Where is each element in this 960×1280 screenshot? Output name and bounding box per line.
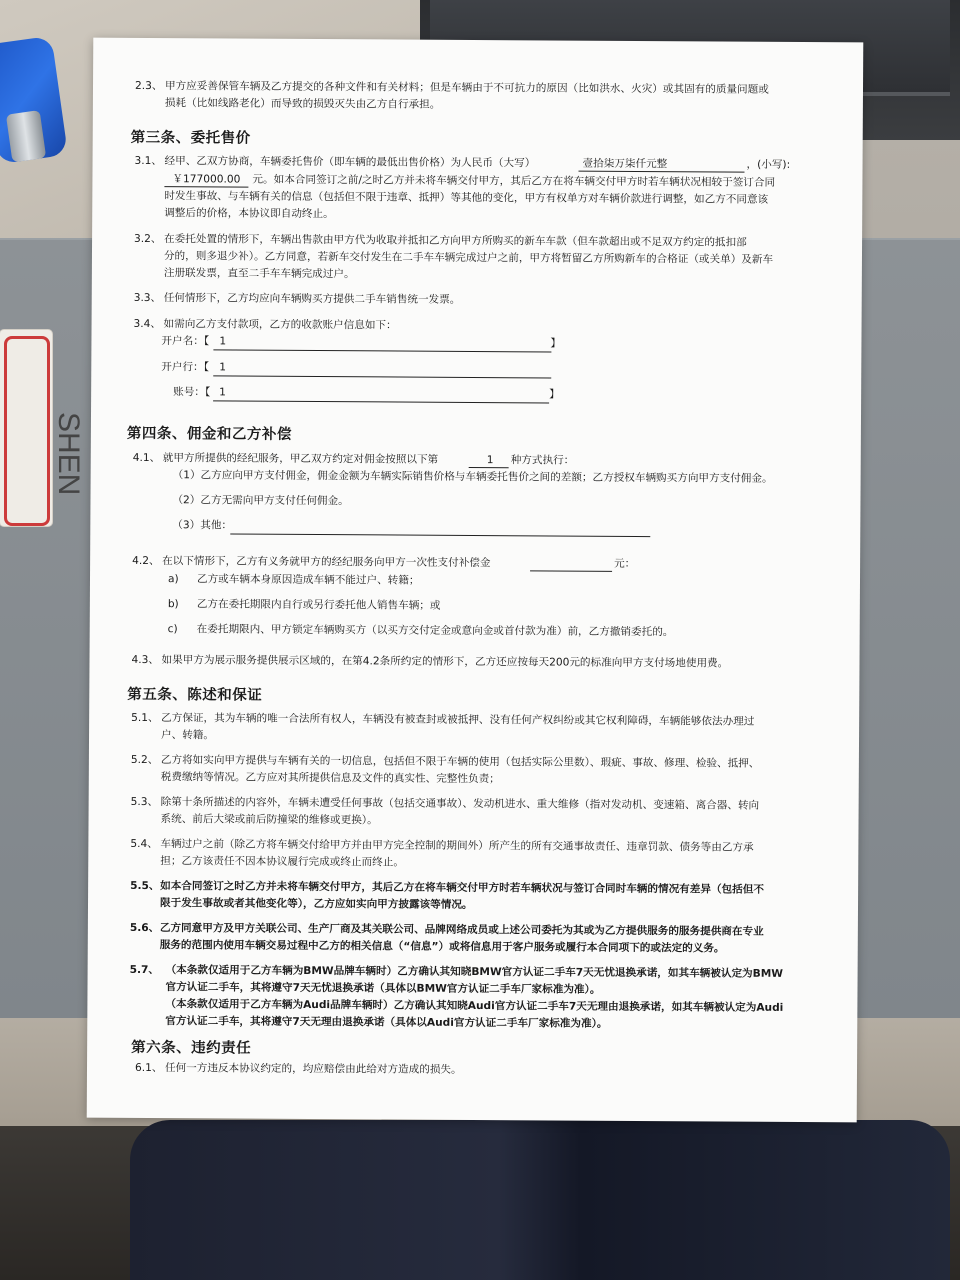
list-item: 乙方在委托期限内自行或另行委托他人销售车辆；或 [196,598,441,612]
clause-text: 限于发生事故或者其他变化等），乙方应如实向甲方披露该等情况。 [159,897,473,911]
clause-number: 5.5、 [130,879,160,893]
price-upper-value: 壹拾柒万柒仟元整 [582,157,668,171]
clause-text: 户、转籍。 [161,729,215,742]
person-legs [130,1120,950,1280]
clause-text: 除第十条所描述的内容外，车辆未遭受任何事故（包括交通事故）、发动机进水、重大维修（指对发动机、变速箱、离合器、转向 [160,796,760,812]
clause-text: 如本合同签订之时乙方并未将车辆交付甲方，其后乙方在将车辆交付甲方时若车辆状况与签订合同时车辆的情况有差异（包括但不 [160,880,764,896]
clause-text: ，(小写): [746,158,791,171]
clause-number: 5.1、 [131,711,159,725]
clause-text: 系统、前后大梁或前后防撞梁的维修或更换）。 [160,813,378,827]
account-name-label: 开户名：【 [161,335,210,348]
sticker-border [4,336,50,526]
account-name-underline [213,335,551,352]
clause-text: 时发生事故、与车辆有关的信息（包括但不限于违章、抵押）等其他的变化，甲方有权单方对车辆价款进行调整，如乙方不同意该 [164,190,769,206]
clause-text: 就甲方所提供的经纪服务，甲乙双方约定对佣金按照以下第 [162,452,439,466]
option-text: （3）其他： [172,519,233,532]
clause-text: 损耗（比如线路老化）而导致的损毁灭失由乙方自行承担。 [164,97,441,111]
clause-text: 官方认证二手车，其将遵守7天无忧退换承诺（具体以BMW官方认证二手车厂家标准为准）。 [165,981,601,996]
clause-text: 车辆过户之前（除乙方将车辆交付给甲方并由甲方完全控制的期间外）所产生的所有交通事故责任、违章罚款、债务等由乙方承 [160,838,754,854]
close-bracket: 】 [549,388,560,401]
sticker-text [50,412,86,448]
contract-page [87,38,864,1123]
account-number-underline [213,386,549,403]
clause-text: 任何情形下，乙方均应向车辆购买方提供二手车销售统一发票。 [163,292,461,306]
clause-number: 5.3、 [130,795,159,809]
clause-text: 元： [614,557,636,570]
list-marker: b) [167,598,179,611]
price-upper-underline [578,157,744,173]
bank-value: 1 [219,361,227,374]
price-lower-underline [164,172,248,188]
clause-text: 在以下情形下，乙方有义务就甲方的经纪服务向甲方一次性支付补偿金 [162,555,491,570]
list-item: 乙方或车辆本身原因造成车辆不能过户、转籍； [196,573,420,587]
clause-number: 6.1、 [134,1061,163,1075]
clause-number: 3.1、 [134,154,163,168]
list-item: 在委托期限内、甲方锁定车辆购买方（以买方交付定金或意向金或首付款为准）前，乙方撤销委托的。 [196,623,674,639]
clause-number: 4.3、 [131,653,159,667]
option-text: （2）乙方无需向甲方支付任何佣金。 [172,494,349,508]
price-lower-value: ￥177000.00 [172,173,241,186]
compensation-underline [530,556,612,572]
close-bracket: 】 [550,337,562,350]
article-title: 第三条、委托售价 [130,129,251,147]
sticker [0,330,52,526]
clause-text: 乙方同意甲方及甲方关联公司、生产厂商及其关联公司、品牌网络成员或上述公司委托为其或为乙方提供服务的服务提供商在专业 [159,922,764,938]
clause-text: 经甲、乙双方协商，车辆委托售价（即车辆的最低出售价格）为人民币（大写） [164,155,536,170]
account-number-label: 账号：【 [173,386,211,399]
clause-text: 甲方应妥善保管车辆及乙方提交的各种文件和有关材料；但是车辆由于不可抗力的原因（比如洪水、火灾）或其固有的质量问题或 [164,80,769,96]
clause-text: 乙方将如实向甲方提供与车辆有关的一切信息，包括但不限于车辆的使用（包括实际公里数）、瑕疵、事故、修理、检验、抵押、 [160,754,760,770]
clause-number: 3.2、 [134,232,162,246]
article-title: 第五条、陈述和保证 [127,686,263,704]
account-number-value: 1 [219,386,226,399]
clause-text: 服务的范围内使用车辆交易过程中乙方的相关信息（“信息”）或将信息用于客户服务或履行本合同项下的或法定的义务。 [159,939,725,955]
clause-number: 5.2、 [130,753,159,767]
clause-text: 注册联发票，直至二手车车辆完成过户。 [163,267,355,281]
clause-text: 任何一方违反本协议约定的，均应赔偿由此给对方造成的损失。 [164,1062,462,1076]
list-marker: c) [167,623,178,636]
clause-number: 4.2、 [132,554,160,568]
article-title: 第六条、违约责任 [131,1039,252,1057]
commission-choice-value: 1 [486,454,494,467]
clause-number: 5.6、 [129,921,160,935]
clause-text: 在委托处置的情形下，车辆出售款由甲方代为收取并抵扣乙方向甲方所购买的新车车款（但车款超出或不足双方约定的抵扣部 [164,233,747,249]
clause-text: 乙方保证，其为车辆的唯一合法所有权人，车辆没有被查封或被抵押、没有任何产权纠纷或其它权利障碍，车辆能够依法办理过 [161,712,755,728]
other-option-underline [230,520,650,538]
clause-number: 2.3、 [134,79,163,93]
clause-text: （本条款仅适用于乙方车辆为Audi品牌车辆时）乙方确认其知晓Audi官方认证二手车7天无理由退换承诺，如其车辆被认定为Audi [165,998,784,1014]
list-marker: a) [167,573,179,586]
clause-text: （本条款仅适用于乙方车辆为BMW品牌车辆时）乙方确认其知晓BMW官方认证二手车7天无忧退换承诺，如其车辆被认定为BMW [165,964,784,980]
option-text: （1）乙方应向甲方支付佣金，佣金金额为车辆实际销售价格与车辆委托售价之间的差额；乙方授权车辆购买方向甲方支付佣金。 [172,469,773,485]
clause-text: 种方式执行： [510,454,575,467]
clause-text: 如需向乙方支付款项，乙方的收款账户信息如下： [163,318,397,332]
clause-number: 3.4、 [133,317,162,331]
bank-underline [213,361,551,378]
article-title: 第四条、佣金和乙方补偿 [126,425,292,443]
clause-text: 官方认证二手车，其将遵守7天无理由退换承诺（具体以Audi官方认证二手车厂家标准为准）。 [165,1015,608,1030]
clause-text: 如果甲方为展示服务提供展示区域的，在第4.2条所约定的情形下，乙方还应按每天200元的标准向甲方支付场地使用费。 [161,654,729,670]
clause-text: 税费缴纳等情况。乙方应对其所提供信息及文件的真实性、完整性负责； [160,771,500,786]
account-name-value: 1 [219,335,227,348]
clause-text: 调整后的价格，本协议即自动终止。 [164,207,334,221]
clause-number: 4.1、 [132,451,161,465]
clause-text: 担；乙方该责任不因本协议履行完成或终止而终止。 [160,855,404,869]
clause-number: 5.7、 [129,963,160,977]
clause-text: 分的，则多退少补）。乙方同意，若新车交付发生在二手车车辆完成过户之前，甲方将暂留乙方所购新车的合格证（或关单）及新车 [163,250,774,266]
bank-label: 开户行：【 [161,361,210,374]
clause-number: 5.4、 [130,837,158,851]
commission-choice-underline [469,453,509,468]
clause-text: 元。如本合同签订之前/之时乙方并未将车辆交付甲方，其后乙方在将车辆交付甲方时若车辆状况相较于签订合同 [252,173,776,189]
stapler-metal-part [6,110,46,162]
clause-number: 3.3、 [133,291,162,305]
